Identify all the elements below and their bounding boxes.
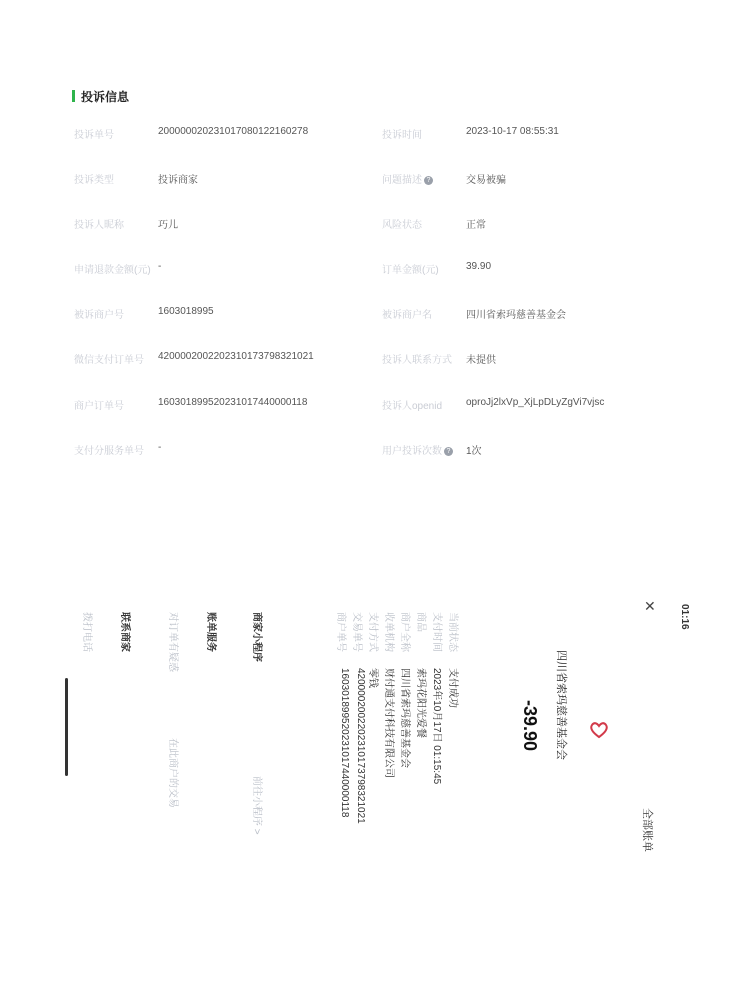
complaint-type-value: 投诉商家 — [158, 175, 198, 186]
detail-value: 2023年10月17日 01:15:45 — [431, 668, 442, 785]
complaint-id-label: 投诉单号 — [74, 130, 114, 141]
section-accent-bar — [72, 90, 75, 102]
detail-label: 支付方式 — [367, 612, 378, 652]
complaint-count-label: 用户投诉次数 ? — [382, 442, 453, 457]
merchant-order-label: 商户订单号 — [74, 401, 124, 412]
complainant-nickname-label: 投诉人昵称 — [74, 220, 124, 231]
all-bills-link[interactable]: 全部账单 — [641, 808, 653, 852]
order-amount-label: 订单金额(元) — [382, 265, 439, 276]
mini-program-title: 商家小程序 — [251, 612, 262, 662]
detail-label: 交易单号 — [351, 612, 362, 652]
complaint-time-value: 2023-10-17 08:55:31 — [466, 126, 559, 137]
order-doubt-button[interactable]: 对订单有疑惑 — [167, 612, 178, 672]
problem-desc-value: 交易被骗 — [466, 175, 506, 186]
openid-label: 投诉人openid — [382, 401, 443, 412]
detail-label: 商品 — [415, 612, 426, 632]
merchant-id-value: 1603018995 — [158, 306, 214, 317]
contact-label: 投诉人联系方式 — [382, 355, 452, 366]
merchant-name-value: 四川省索玛慈善基金会 — [466, 310, 566, 321]
help-icon[interactable]: ? — [444, 447, 453, 456]
call-merchant-button[interactable]: 拨打电话 — [81, 612, 92, 652]
order-amount-value: 39.90 — [466, 261, 492, 272]
refund-amount-label: 申请退款金额(元) — [74, 265, 151, 276]
risk-status-value: 正常 — [466, 220, 486, 231]
complainant-nickname-value: 巧儿 — [158, 220, 178, 231]
detail-label: 当前状态 — [447, 612, 458, 652]
merchant-id-label: 被诉商户号 — [74, 310, 124, 321]
detail-label: 收单机构 — [383, 612, 394, 652]
contact-merchant-title: 联系商家 — [119, 612, 130, 652]
section-title: 投诉信息 — [81, 89, 130, 104]
status-time: 01:16 — [679, 604, 690, 630]
risk-status-label: 风险状态 — [382, 220, 422, 231]
payment-amount: -39.90 — [520, 700, 540, 752]
mini-program-link[interactable]: 前往小程序 > — [251, 776, 262, 835]
detail-label: 支付时间 — [431, 612, 442, 652]
detail-value: 支付成功 — [447, 668, 458, 708]
refund-amount-value: - — [158, 261, 162, 272]
detail-value: 4200002002202310173798321021 — [355, 668, 366, 824]
detail-value: 索玛花阳光爱餐 — [415, 668, 426, 738]
contact-value: 未提供 — [466, 355, 496, 366]
close-icon[interactable]: ✕ — [644, 598, 656, 614]
problem-desc-label: 问题描述 ? — [382, 171, 433, 186]
section-header — [72, 88, 129, 104]
payscore-order-label: 支付分服务单号 — [74, 446, 144, 457]
merchant-name: 四川省索玛慈善基金会 — [555, 650, 567, 760]
detail-value: 财付通支付科技有限公司 — [383, 668, 394, 778]
bill-service-title: 账单服务 — [205, 612, 216, 652]
complaint-type-label: 投诉类型 — [74, 175, 114, 186]
complaint-time-label: 投诉时间 — [382, 130, 422, 141]
merchant-transactions-button[interactable]: 在此商户的交易 — [167, 738, 178, 808]
openid-value: oproJj2lxVp_XjLpDLyZgVi7vjsc — [466, 397, 605, 408]
detail-label: 商户单号 — [335, 612, 346, 652]
help-icon[interactable]: ? — [424, 176, 433, 185]
wechat-order-label: 微信支付订单号 — [74, 355, 144, 366]
detail-value: 四川省索玛慈善基金会 — [399, 668, 410, 768]
detail-value: 零钱 — [367, 668, 378, 688]
payscore-order-value: - — [158, 442, 162, 453]
merchant-name-label: 被诉商户名 — [382, 310, 432, 321]
wechat-order-value: 4200002002202310173798321021 — [158, 351, 314, 362]
complaint-count-value: 1次 — [466, 446, 482, 457]
scrollbar[interactable] — [65, 678, 68, 776]
complaint-id-value: 200000020231017080122160278 — [158, 126, 309, 137]
detail-value: 160301899520231017440000118 — [339, 668, 350, 818]
detail-label: 商户全称 — [399, 612, 410, 652]
merchant-logo-icon — [588, 718, 610, 740]
merchant-order-value: 160301899520231017440000118 — [158, 397, 308, 408]
